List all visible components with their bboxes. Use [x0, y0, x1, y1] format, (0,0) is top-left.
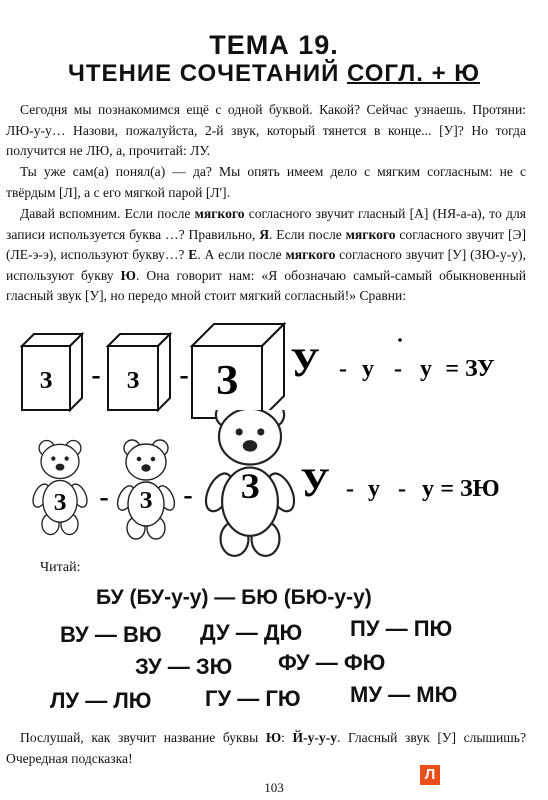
text-span: согласного звучит [Э] (ЛЕ-э-э), используют букву…?: [6, 226, 526, 262]
syllable-pair: МУ — МЮ: [350, 682, 458, 707]
paragraph-1: Сегодня мы познакомимся ещё с одной буквой. Какой? Сейчас узнаешь. Протяни: ЛЮ-у-у… Назови, пожалуйста, 2-й звук, который тянется в конце... [У]? Но тогда получится не ЛЮ, а, прочитай: ЛУ.: [6, 102, 526, 158]
bear-letter: З: [240, 466, 260, 506]
text-span: согласного звучит [У] (ЗЮ-у-у), используют букву: [6, 247, 526, 283]
syllable-pair: БУ (БУ-у-у) — БЮ (БЮ-у-у): [96, 586, 372, 609]
bold-span: Е: [188, 247, 198, 262]
bear-letter: З: [53, 490, 67, 516]
u-big: У: [290, 340, 320, 385]
subtitle-part-1: ЧТЕНИЕ СОЧЕТАНИЙ: [67, 60, 347, 87]
bear-letter: З: [139, 488, 153, 514]
u-small: у: [420, 356, 432, 382]
text-span: :: [281, 730, 293, 745]
paragraph-2: Ты уже сам(а) понял(а) — да? Мы опять имеем дело с мягким согласным: не с твёрдым [Л], а с его мягкой парой [Л'].: [6, 164, 526, 200]
text-span: . Гласный звук [У] слышишь? Очередная подсказка!: [6, 730, 526, 766]
dash: -: [398, 476, 406, 502]
syllable-pair: ЛУ — ЛЮ: [50, 688, 152, 713]
cube-letter: З: [126, 368, 140, 394]
dash: -: [394, 356, 402, 382]
footer-paragraph: [6, 728, 526, 769]
syllable-pair: ЗУ — ЗЮ: [135, 654, 233, 679]
topic-title: ТЕМА 19.: [209, 30, 339, 60]
topic-subtitle: [0, 60, 548, 88]
formula-result: = ЗЮ: [440, 476, 500, 502]
bear-small: [30, 441, 90, 535]
cube-letter: З: [215, 358, 239, 404]
text-span: Давай вспомним. Если после: [20, 206, 195, 221]
syllable-pair: ПУ — ПЮ: [350, 616, 453, 641]
subtitle-part-2: СОГЛ. + Ю: [347, 60, 481, 87]
dash: -: [346, 476, 354, 502]
bold-span: Я: [259, 226, 270, 242]
bear-illustration: [0, 410, 548, 558]
publisher-logo: Л: [420, 765, 440, 785]
cube-illustration: [0, 318, 548, 422]
page-number: 103: [264, 780, 284, 795]
paragraph-3: [6, 204, 526, 307]
text-span: . Если после: [269, 226, 346, 242]
u-small: у: [422, 476, 434, 502]
u-big: У: [300, 460, 330, 505]
cube-letter: З: [39, 368, 53, 394]
bold-span: Ю: [120, 267, 136, 283]
syllable-pair: ГУ — ГЮ: [205, 686, 301, 711]
read-label: Читай:: [40, 560, 81, 575]
dash: -: [91, 360, 101, 391]
bold-span: мягкого: [285, 247, 336, 262]
dash: -: [339, 356, 347, 382]
bold-span: Ю: [265, 730, 282, 745]
text-span: Послушай, как звучит название буквы: [20, 730, 266, 745]
text-span: согласного звучит гласный [А] (НЯ-а-а), то для записи используется буква …? Правильно,: [6, 206, 526, 242]
u-small: у: [362, 356, 374, 382]
syllable-pair: ДУ — ДЮ: [200, 620, 303, 645]
dash: -: [179, 360, 189, 391]
syllable-pair: ВУ — ВЮ: [60, 622, 162, 647]
bold-span: Й-у-у-у: [292, 730, 338, 745]
bold-span: мягкого: [345, 226, 396, 242]
syllable-pair: ФУ — ФЮ: [278, 650, 386, 675]
dash: -: [183, 480, 193, 511]
formula-result: = ЗУ: [445, 356, 495, 382]
text-span: . А если после: [197, 247, 286, 262]
text-span: . Она говорит нам: «Я обозначаю самый-самый обыкновенный гласный звук [У], но передо мной стоит мягкий согласный!» Сравни:: [6, 267, 526, 303]
u-small: у: [368, 476, 380, 502]
bold-span: мягкого: [194, 206, 245, 221]
dot-mark: [398, 338, 402, 342]
dash: -: [99, 482, 109, 513]
